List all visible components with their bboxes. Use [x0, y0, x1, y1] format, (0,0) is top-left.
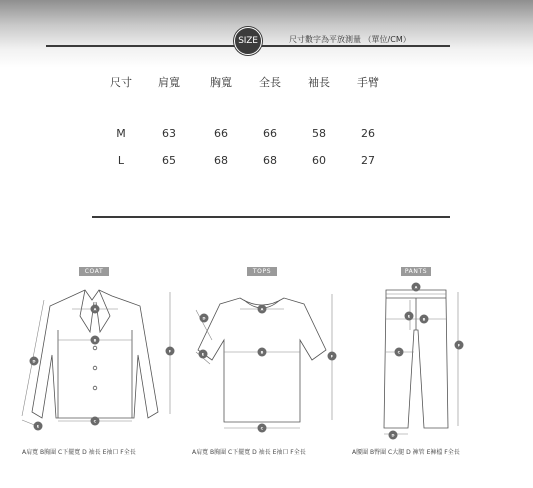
marker-c-icon [91, 417, 100, 426]
svg-text:F: F [457, 343, 461, 348]
table-cell: M [116, 127, 126, 140]
svg-text:B: B [93, 338, 97, 343]
marker-b-icon [91, 336, 100, 345]
marker-f-icon [166, 347, 175, 356]
measurement-note: 尺寸數字為平放測量 （單位/CM） [289, 35, 411, 44]
table-cell: 60 [312, 154, 326, 167]
table-header-shoulder: 肩寬 [158, 76, 180, 89]
table-header-sleeve: 袖長 [308, 76, 330, 89]
svg-text:E: E [201, 352, 205, 357]
table-cell: 66 [263, 127, 277, 140]
pants-tag: PANTS [401, 267, 431, 276]
marker-b-icon [258, 348, 267, 357]
marker-d-icon [30, 357, 39, 366]
tops-legend: A肩寬 B胸圍 C下擺寬 D 袖長 E袖口 F全長 [192, 449, 306, 456]
svg-text:F: F [330, 354, 334, 359]
table-cell: 63 [162, 127, 176, 140]
marker-e-icon [405, 312, 414, 321]
table-cell: 66 [214, 127, 228, 140]
coat-tag: COAT [79, 267, 109, 276]
pants-diagram [384, 283, 464, 440]
marker-e-icon [34, 422, 43, 431]
marker-a-icon [91, 305, 100, 314]
svg-text:A: A [260, 307, 264, 312]
marker-e-icon [199, 350, 208, 359]
table-cell: 68 [214, 154, 228, 167]
marker-d-icon [389, 431, 398, 440]
table-header-length: 全長 [259, 76, 281, 89]
marker-a-icon [258, 305, 267, 314]
svg-text:C: C [397, 350, 401, 355]
svg-text:C: C [93, 419, 97, 424]
coat-legend: A肩寬 B胸圍 C下擺寬 D 袖長 E袖口 F全長 [22, 449, 136, 456]
table-cell: 26 [361, 127, 375, 140]
table-header-arm: 手臂 [357, 76, 379, 89]
svg-text:A: A [93, 307, 97, 312]
table-cell: 65 [162, 154, 176, 167]
table-cell: 58 [312, 127, 326, 140]
pants-legend: A腰圍 B臀圍 C大腿 D 褲管 E褲檔 F全長 [352, 449, 460, 456]
marker-f-icon [455, 341, 464, 350]
tops-tag: TOPS [247, 267, 277, 276]
marker-f-icon [328, 352, 337, 361]
marker-d-icon [200, 314, 209, 323]
tops-diagram [196, 294, 337, 433]
marker-c-icon [258, 424, 267, 433]
table-header-chest: 胸寬 [210, 76, 232, 89]
svg-text:D: D [202, 316, 206, 321]
marker-a-icon [412, 283, 421, 292]
svg-text:D: D [391, 433, 395, 438]
table-cell: 68 [263, 154, 277, 167]
marker-b-icon [420, 315, 429, 324]
coat-diagram [22, 290, 175, 431]
table-cell: L [117, 154, 125, 167]
svg-text:B: B [260, 350, 264, 355]
svg-text:A: A [414, 285, 418, 290]
svg-text:E: E [407, 314, 411, 319]
size-badge: SIZE [234, 27, 262, 55]
table-header-size: 尺寸 [110, 76, 132, 89]
svg-text:C: C [260, 426, 264, 431]
table-cell: 27 [361, 154, 375, 167]
svg-text:E: E [36, 424, 40, 429]
svg-text:B: B [422, 317, 426, 322]
svg-text:D: D [32, 359, 36, 364]
marker-c-icon [395, 348, 404, 357]
svg-text:F: F [168, 349, 172, 354]
